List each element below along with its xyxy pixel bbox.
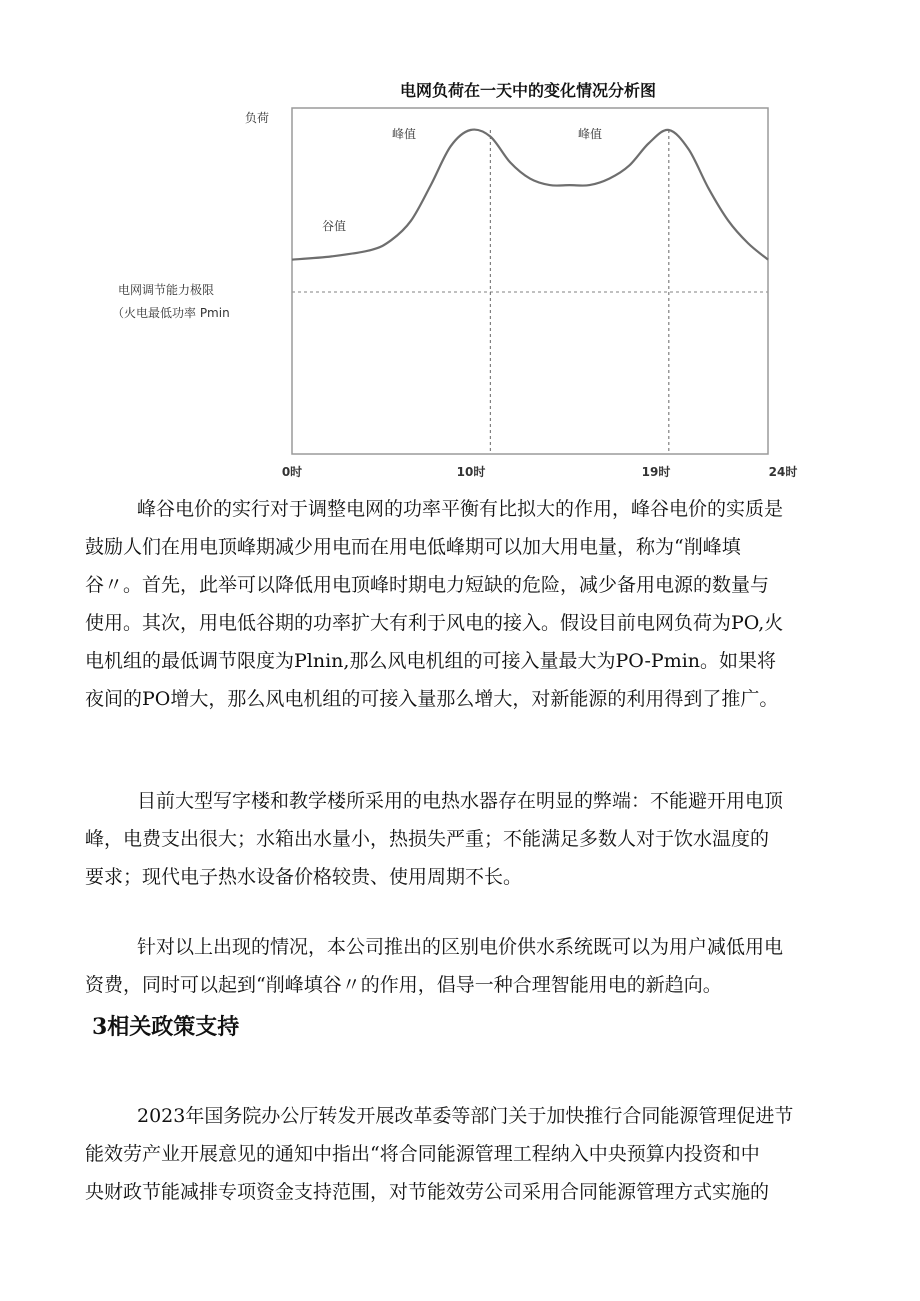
- paragraph-line: 夜间的PO增大，那么风电机组的可接入量那么增大，对新能源的利用得到了推广。: [85, 688, 779, 710]
- peak-label-2: 峰值: [578, 127, 603, 141]
- peak-label-1: 峰值: [392, 127, 417, 141]
- paragraph-3: [85, 928, 835, 1004]
- limit-label-line2: （火电最低功率 Pmin: [112, 306, 230, 320]
- paragraph-line: 能效劳产业开展意见的通知中指出“将合同能源管理工程纳入中央预算内投资和中: [85, 1143, 760, 1165]
- paragraph-line: 要求；现代电子热水设备价格较贵、使用周期不长。: [85, 866, 523, 888]
- x-tick-10: 10时: [456, 465, 486, 479]
- limit-label-line1: 电网调节能力极限: [118, 283, 215, 297]
- section-paragraph: [85, 1097, 835, 1211]
- paragraph-line: 针对以上出现的情况，本公司推出的区别电价供水系统既可以为用户减低用电: [137, 936, 784, 958]
- x-tick-19: 19时: [641, 465, 671, 479]
- paragraph-line: 鼓励人们在用电顶峰期减少用电而在用电低峰期可以加大用电量，称为“削峰填: [85, 536, 741, 558]
- paragraph-line: 资费，同时可以起到“削峰填谷〃的作用，倡导一种合理智能用电的新趋向。: [85, 974, 722, 996]
- paragraph-line: 目前大型写字楼和教学楼所采用的电热水器存在明显的弊端：不能避开用电顶: [137, 790, 784, 812]
- paragraph-line: 央财政节能减排专项资金支持范围，对节能效劳公司采用合同能源管理方式实施的: [85, 1181, 770, 1203]
- plot-frame: [292, 108, 768, 454]
- y-axis-label: 负荷: [245, 111, 270, 125]
- paragraph-line: 峰，电费支出很大；水箱出水量小，热损失严重；不能满足多数人对于饮水温度的: [85, 828, 770, 850]
- paragraph-2: [85, 782, 835, 896]
- section-heading: 3相关政策支持: [92, 1014, 240, 1040]
- paragraph-line: 谷〃。首先，此举可以降低用电顶峰时期电力短缺的危险，减少备用电源的数量与: [85, 574, 770, 596]
- paragraph-1: [85, 490, 835, 718]
- x-tick-24: 24时: [768, 465, 798, 479]
- load-curve-series: [292, 130, 768, 260]
- load-chart: [0, 0, 920, 490]
- paragraph-line: 峰谷电价的实行对于调整电网的功率平衡有比拟大的作用，峰谷电价的实质是: [137, 498, 784, 520]
- paragraph-line: 2023年国务院办公厅转发开展改革委等部门关于加快推行合同能源管理促进节: [137, 1105, 794, 1127]
- chart-title: 电网负荷在一天中的变化情况分析图: [399, 81, 657, 100]
- paragraph-line: 电机组的最低调节限度为Plnin,那么风电机组的可接入量最大为PO-Pmin。如果将: [85, 650, 777, 672]
- x-tick-0: 0时: [281, 465, 303, 479]
- paragraph-line: 使用。其次，用电低谷期的功率扩大有利于风电的接入。假设目前电网负荷为PO,火: [85, 612, 784, 634]
- valley-label: 谷值: [322, 219, 347, 233]
